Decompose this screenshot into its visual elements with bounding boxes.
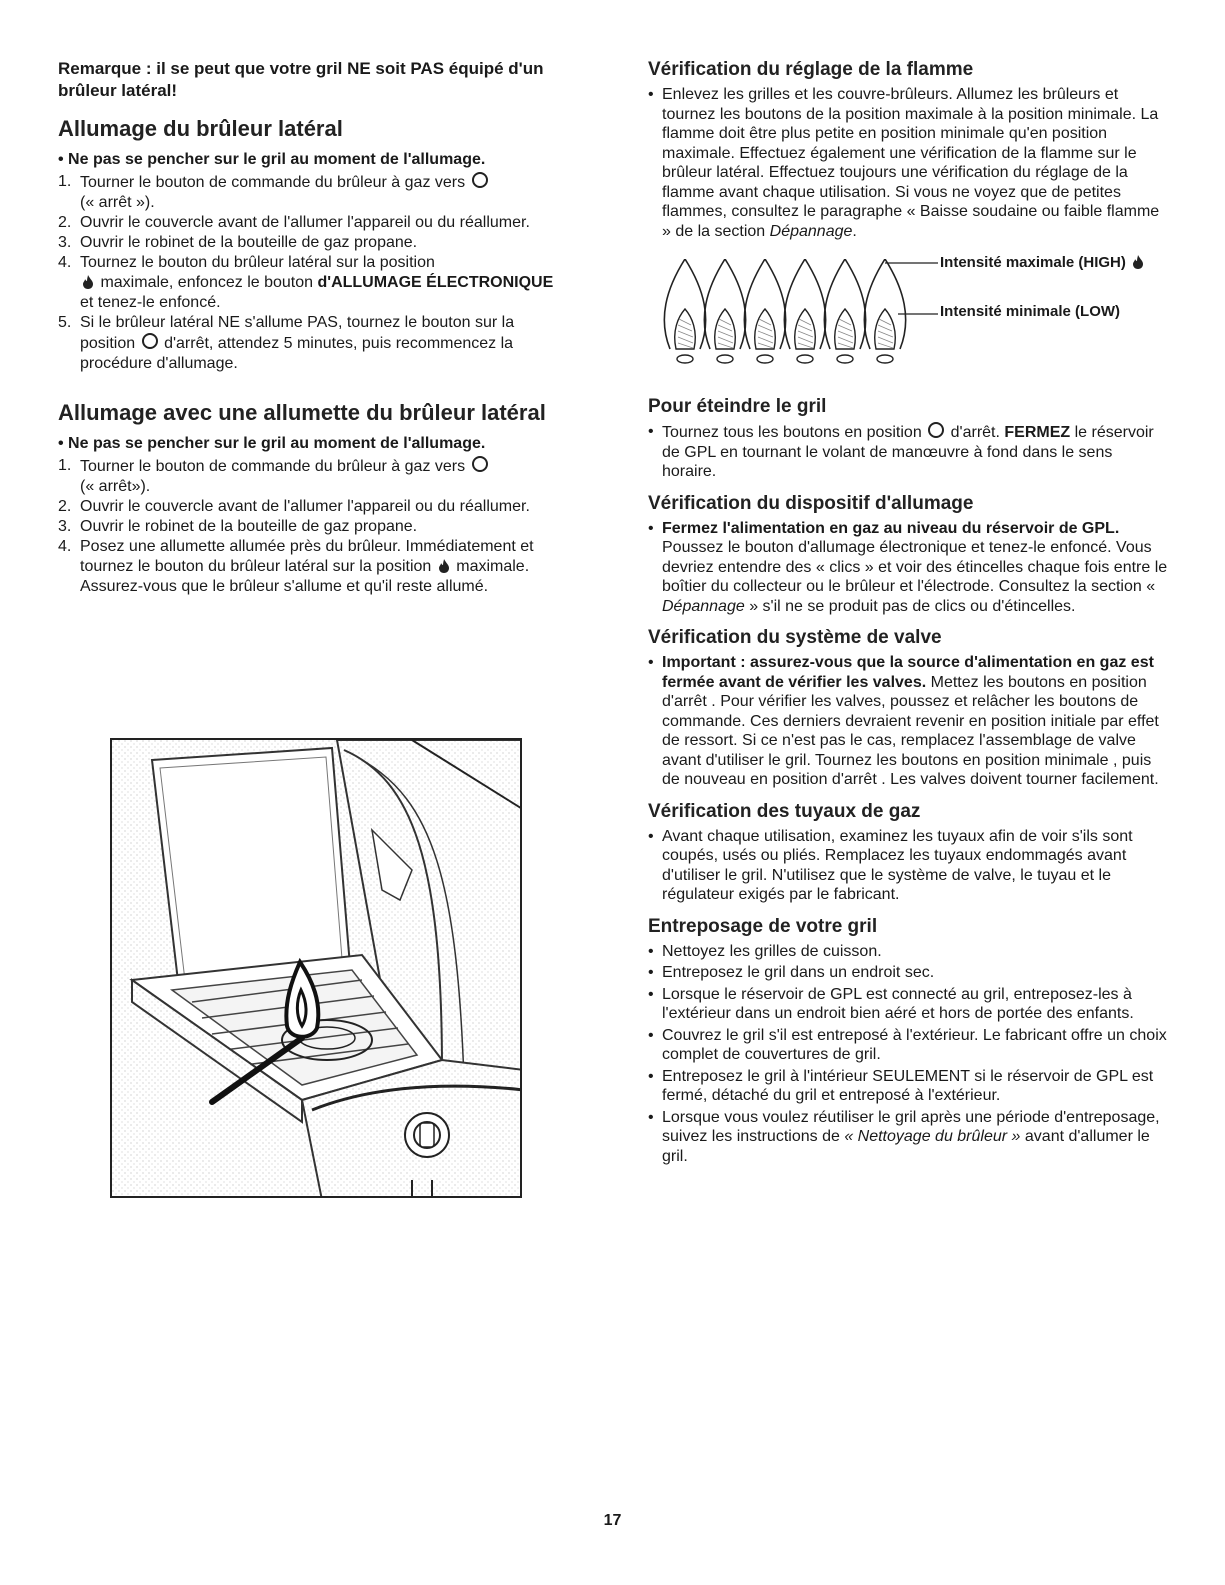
page-number: 17	[603, 1512, 622, 1529]
hose-check-list	[648, 827, 1168, 905]
side-burner-drawing	[112, 740, 522, 1198]
hose-check-title: Vérification des tuyaux de gaz	[648, 800, 921, 822]
list-item: • Lorsque vous voulez réutiliser le gril après une période d'entreposage, suivez les instructions de « Nettoyage du brûleur » avant d'allumer le gril.	[648, 1108, 1168, 1167]
flame-check-list	[648, 85, 1168, 241]
left-column	[58, 58, 558, 597]
side-burner-warning: • Ne pas se pencher sur le gril au moment de l'allumage.	[58, 151, 486, 168]
ignition-check-title: Vérification du dispositif d'allumage	[648, 492, 974, 514]
remark-note: Remarque : il se peut que votre gril NE soit PAS équipé d'un brûleur latéral!	[58, 59, 544, 100]
flame-intensity-diagram	[648, 254, 1168, 389]
turn-off-list	[648, 422, 1168, 482]
step-item: 2. Ouvrir le couvercle avant de l'allumer l'appareil ou du réallumer.	[58, 498, 530, 515]
step-item: 1. Tourner le bouton de commande du brûleur à gaz vers (« arrêt»).	[58, 456, 558, 497]
ignition-check-list	[648, 519, 1168, 617]
high-flame-icon	[438, 559, 450, 573]
off-position-icon	[928, 422, 944, 438]
flame-check-title: Vérification du réglage de la flamme	[648, 59, 974, 80]
step-item: 5. Si le brûleur latéral NE s'allume PAS, tournez le bouton sur la position d'arrêt, attendez 5 minutes, puis recommencez la procédure d'allumage.	[58, 314, 515, 372]
list-item: • Fermez l'alimentation en gaz au niveau du réservoir de GPL. Poussez le bouton d'allumage électronique et tenez-le enfoncé. Vous devriez entendre des « clics » et voir des étincelles chaque fois entre le boîtier du collecteur ou le brûleur et l'électrode. Consultez la section « Dépannage » s'il ne se produit pas de clics ou d'étincelles.	[648, 519, 1168, 617]
high-intensity-label: Intensité maximale (HIGH)	[940, 254, 1146, 271]
flame-drawing	[648, 259, 938, 389]
step-item: 4. Tournez le bouton du brûleur latéral sur la position maximale, enfoncez le bouton d'ALLUMAGE ÉLECTRONIQUE et tenez-le enfoncé.	[58, 254, 554, 311]
list-item: • Nettoyez les grilles de cuisson.	[648, 942, 1168, 962]
list-item: • Tournez tous les boutons en position d'arrêt. FERMEZ le réservoir de GPL en tournant le volant de manœuvre à fond dans le sens horaire.	[648, 422, 1168, 482]
list-item: • Entreposez le gril dans un endroit sec.	[648, 963, 1168, 983]
low-intensity-label: Intensité minimale (LOW)	[940, 303, 1121, 320]
list-item: • Entreposez le gril à l'intérieur SEULEMENT si le réservoir de GPL est fermé, détaché du gril et entreposé à l'extérieur.	[648, 1067, 1168, 1106]
off-position-icon	[142, 333, 158, 349]
step-item: 3. Ouvrir le robinet de la bouteille de gaz propane.	[58, 234, 418, 251]
valve-check-title: Vérification du système de valve	[648, 627, 942, 648]
side-burner-illustration	[110, 738, 522, 1198]
off-position-icon	[472, 456, 488, 472]
list-item: • Couvrez le gril s'il est entreposé à l'extérieur. Le fabricant offre un choix complet de couvertures de gril.	[648, 1026, 1168, 1065]
match-ignition-warning: • Ne pas se pencher sur le gril au moment de l'allumage.	[58, 435, 486, 452]
high-flame-icon	[1132, 255, 1144, 269]
list-item: • Important : assurez-vous que la source d'alimentation en gaz est fermée avant de vérifier les valves. Mettez les boutons en position d'arrêt . Pour vérifier les valves, poussez et relâcher les boutons de commande. Ces derniers devraient revenir en position initiale par effet de ressort. Si ce n'est pas le cas, remplacez l'assemblage de valve avant d'utiliser le gril. Tournez les boutons en position minimale , puis de nouveau en position d'arrêt . Les valves doivent tourner facilement.	[648, 653, 1168, 790]
turn-off-title: Pour éteindre le gril	[648, 396, 827, 417]
list-item: • Lorsque le réservoir de GPL est connecté au gril, entreposez-les à l'extérieur dans un endroit bien aéré et hors de portée des enfants.	[648, 985, 1168, 1024]
side-burner-ignition-title: Allumage du brûleur latéral	[58, 116, 343, 141]
step-item: 4. Posez une allumette allumée près du brûleur. Immédiatement et tournez le bouton du brûleur latéral sur la position maximale. Assurez-vous que le brûleur s'allume et qu'il reste allumé.	[58, 538, 534, 595]
match-ignition-title: Allumage avec une allumette du brûleur latéral	[58, 400, 546, 425]
off-position-icon	[472, 172, 488, 188]
valve-check-list	[648, 653, 1168, 790]
storage-list	[648, 942, 1168, 1167]
list-item: • Enlevez les grilles et les couvre-brûleurs. Allumez les brûleurs et tournez les boutons de la position maximale à la position minimale. La flamme doit être plus petite en position minimale qu'en position maximale. Effectuez également une vérification de la flamme sur le brûleur latéral. Effectuez toujours une vérification du réglage de la flamme avant chaque utilisation. Si vous ne voyez que de petites flammes, consultez le paragraphe « Baisse soudaine ou faible flamme » de la section Dépannage.	[648, 85, 1168, 241]
step-item: 2. Ouvrir le couvercle avant de l'allumer l'appareil ou du réallumer.	[58, 214, 530, 231]
right-column	[648, 58, 1168, 1168]
high-flame-icon	[82, 275, 94, 289]
side-burner-steps	[58, 172, 558, 374]
step-item: 1. Tourner le bouton de commande du brûleur à gaz vers (« arrêt »).	[58, 172, 558, 213]
step-item: 3. Ouvrir le robinet de la bouteille de gaz propane.	[58, 518, 418, 535]
list-item: • Avant chaque utilisation, examinez les tuyaux afin de voir s'ils sont coupés, usés ou pliés. Remplacez les tuyaux endommagés avant d'utiliser le gril. N'utilisez que le système de valve, le tuyau et le régulateur exigés par le fabricant.	[648, 827, 1168, 905]
match-ignition-steps	[58, 456, 558, 597]
storage-title: Entreposage de votre gril	[648, 915, 878, 937]
